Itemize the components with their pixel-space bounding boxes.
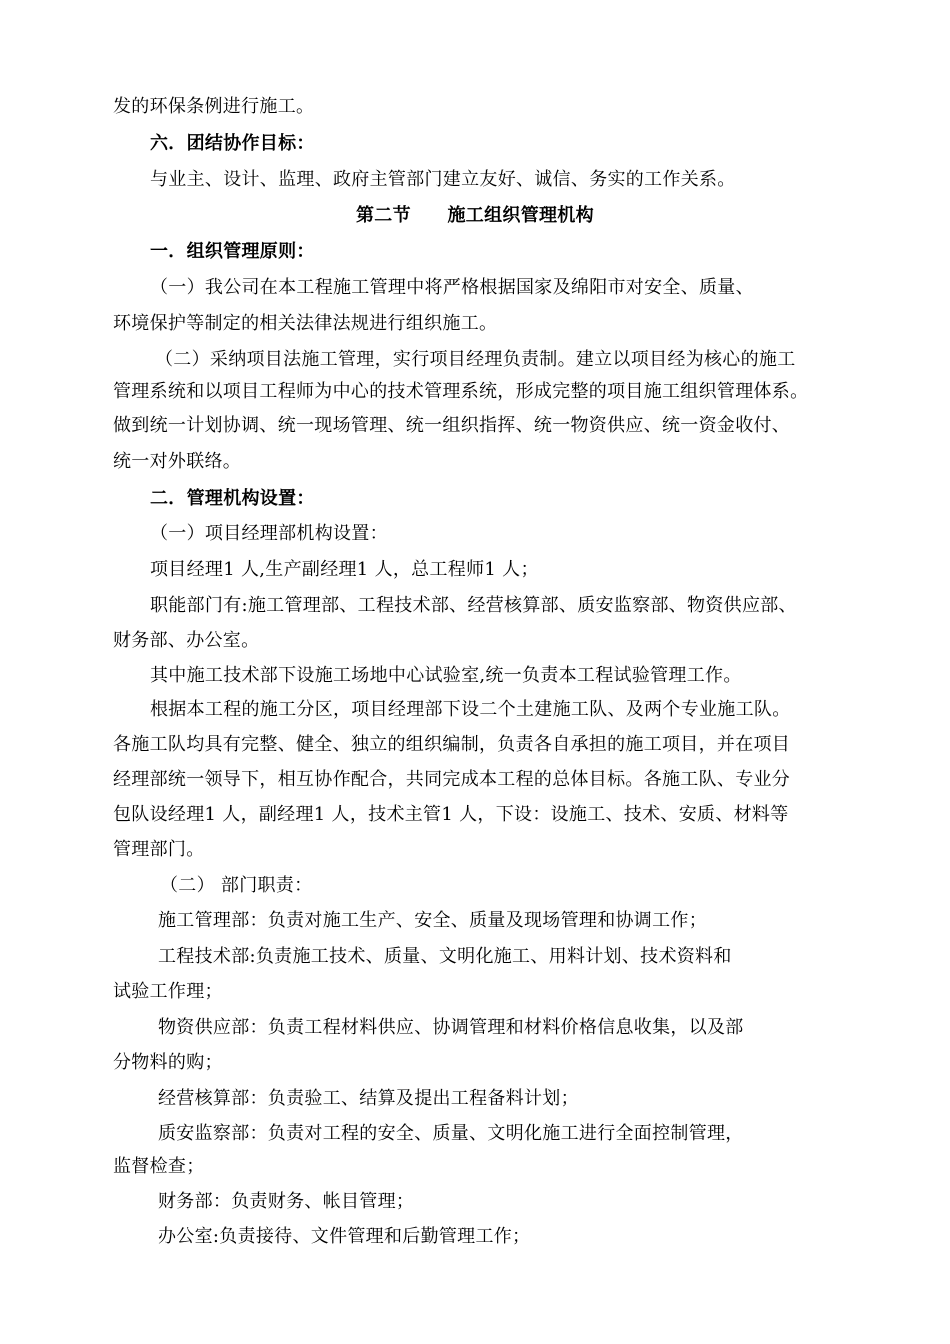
paragraph-line: 质安监察部：负责对工程的安全、质量、文明化施工进行全面控制管理， bbox=[158, 1123, 744, 1144]
paragraph-line: 与业主、设计、监理、政府主管部门建立友好、诚信、务实的工作关系。 bbox=[150, 169, 736, 190]
paragraph-line: 统一对外联络。 bbox=[113, 451, 242, 472]
paragraph-line: 监督检查； bbox=[113, 1156, 205, 1177]
section-heading: 一．组织管理原则： bbox=[150, 241, 315, 262]
paragraph-line: 经理部统一领导下，相互协作配合，共同完成本工程的总体目标。各施工队、专业分 bbox=[113, 769, 791, 790]
paragraph-line: 项目经理1 人,生产副经理1 人，总工程师1 人； bbox=[150, 559, 539, 580]
section-heading: 二．管理机构设置： bbox=[150, 488, 315, 509]
paragraph-line: 财务部、办公室。 bbox=[113, 630, 260, 651]
chapter-title: 第二节 施工组织管理机构 bbox=[356, 205, 594, 226]
paragraph-line: 管理系统和以项目工程师为中心的技术管理系统，形成完整的项目施工组织管理体系。 bbox=[113, 381, 809, 402]
paragraph-line: 做到统一计划协调、统一现场管理、统一组织指挥、统一物资供应、统一资金收付、 bbox=[113, 415, 791, 436]
paragraph-line: （二） 部门职责： bbox=[160, 875, 313, 896]
paragraph-line: （二）采纳项目法施工管理，实行项目经理负责制。建立以项目经为核心的施工 bbox=[155, 349, 796, 370]
paragraph-line: 办公室:负责接待、文件管理和后勤管理工作； bbox=[158, 1226, 531, 1247]
section-heading: 六．团结协作目标： bbox=[150, 133, 315, 154]
paragraph-line: 试验工作理； bbox=[113, 981, 223, 1002]
paragraph-line: 施工管理部：负责对施工生产、安全、质量及现场管理和协调工作； bbox=[158, 910, 707, 931]
paragraph-line: 各施工队均具有完整、健全、独立的组织编制，负责各自承担的施工项目，并在项目 bbox=[113, 734, 791, 755]
paragraph-line: 财务部：负责财务、帐目管理； bbox=[158, 1191, 415, 1212]
paragraph-line: 管理部门。 bbox=[113, 839, 205, 860]
paragraph-line: 分物料的购； bbox=[113, 1052, 223, 1073]
paragraph-line: 环境保护等制定的相关法律法规进行组织施工。 bbox=[113, 313, 498, 334]
paragraph-line: 发的环保条例进行施工。 bbox=[113, 96, 315, 117]
paragraph-line: 经营核算部：负责验工、结算及提出工程备料计划； bbox=[158, 1088, 579, 1109]
paragraph-line: 根据本工程的施工分区，项目经理部下设二个土建施工队、及两个专业施工队。 bbox=[150, 699, 791, 720]
paragraph-line: 其中施工技术部下设施工场地中心试验室,统一负责本工程试验管理工作。 bbox=[150, 665, 742, 686]
paragraph-line: 工程技术部:负责施工技术、质量、文明化施工、用料计划、技术资料和 bbox=[158, 946, 732, 967]
paragraph-line: 职能部门有:施工管理部、工程技术部、经营核算部、质安监察部、物资供应部、 bbox=[150, 595, 797, 616]
paragraph-line: （一）我公司在本工程施工管理中将严格根据国家及绵阳市对安全、质量、 bbox=[150, 277, 754, 298]
paragraph-line: （一）项目经理部机构设置： bbox=[150, 523, 388, 544]
paragraph-line: 物资供应部：负责工程材料供应、协调管理和材料价格信息收集，以及部 bbox=[158, 1017, 744, 1038]
paragraph-line: 包队设经理1 人，副经理1 人，技术主管1 人，下设：设施工、技术、安质、材料等 bbox=[113, 804, 789, 825]
